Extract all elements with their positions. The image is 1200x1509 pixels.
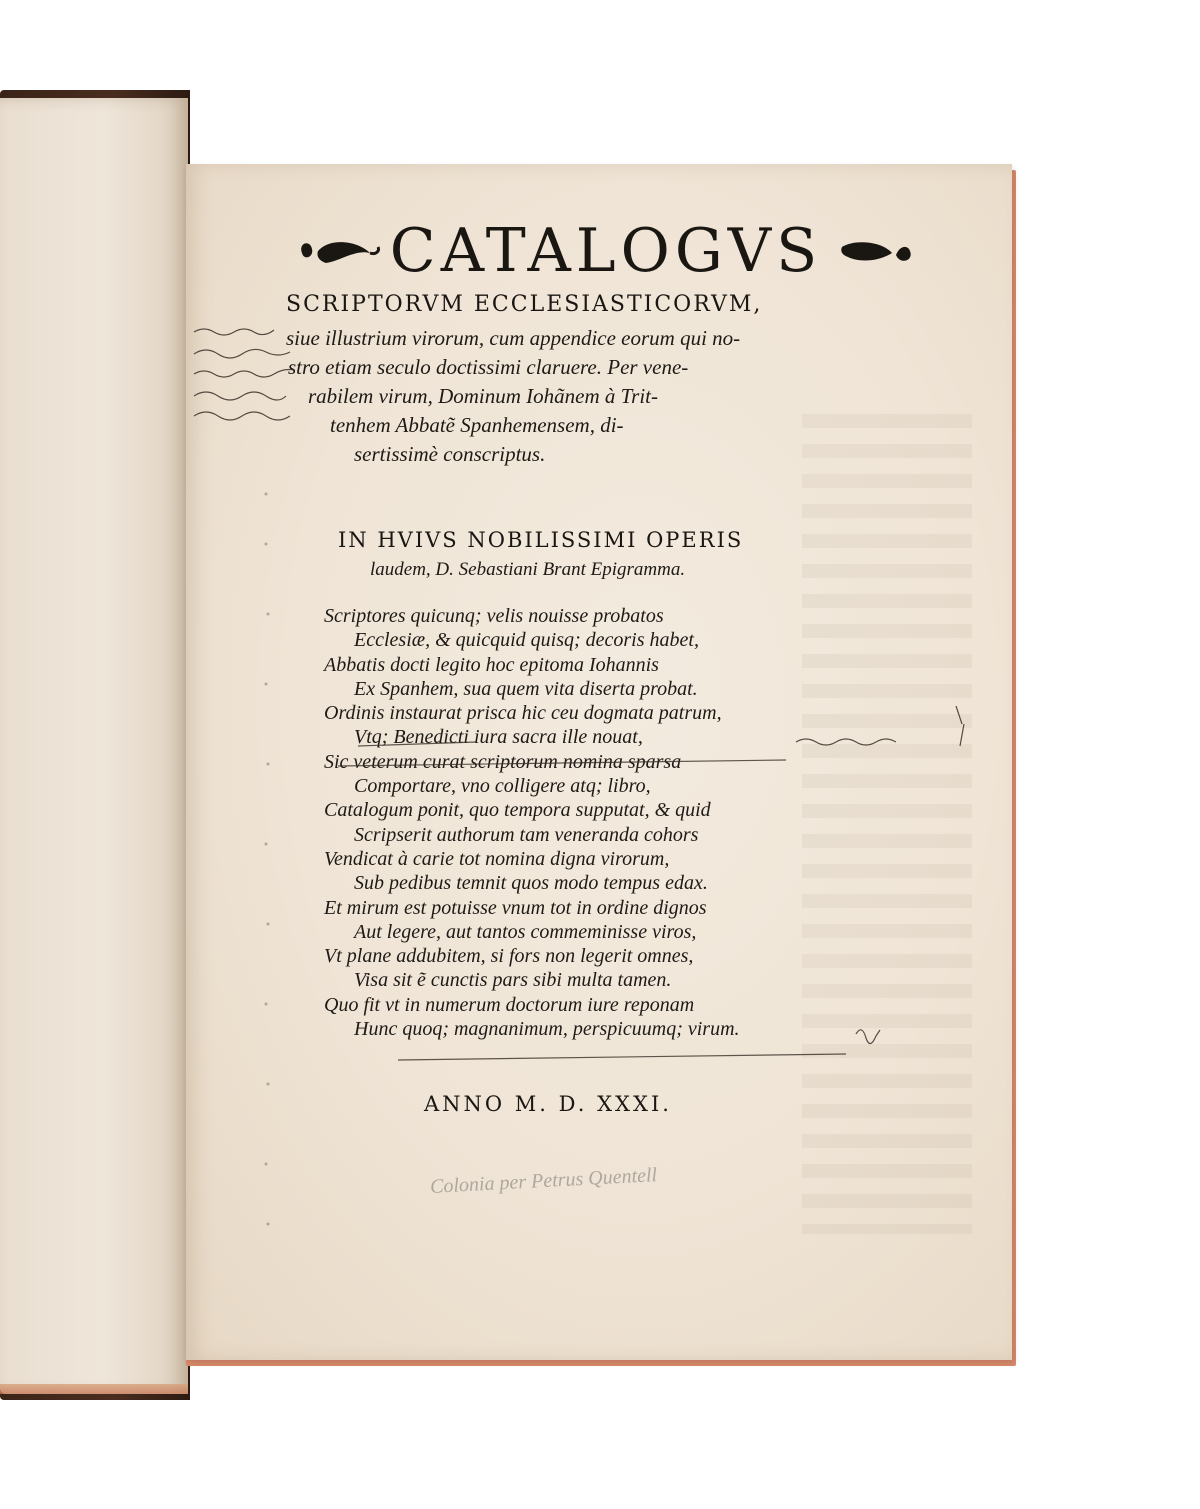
poem-line: Quo fit vt in numerum doctorum iure reponam bbox=[324, 993, 695, 1016]
poem-line: Et mirum est potuisse vnum tot in ordine dignos bbox=[324, 896, 707, 919]
poem-line: Ordinis instaurat prisca hic ceu dogmata patrum, bbox=[324, 702, 722, 725]
left-page bbox=[0, 98, 188, 1394]
poem-line: Sic veterum curat scriptorum nomina sparsa bbox=[324, 750, 682, 773]
right-fleuron-icon bbox=[830, 231, 916, 271]
book-title: CATALOGVS bbox=[389, 216, 823, 286]
poem-line: Ex Spanhem, sua quem vita diserta probat. bbox=[354, 677, 698, 700]
title-page bbox=[186, 164, 1012, 1360]
poem-line: Vtq; Benedicti iura sacra ille nouat, bbox=[354, 726, 643, 749]
description-line: tenhem Abbatẽ Spanhemensem, di- bbox=[330, 413, 624, 437]
title-row bbox=[266, 216, 946, 286]
poem-line: Abbatis docti legito hoc epitoma Iohannis bbox=[324, 653, 659, 676]
description-block bbox=[286, 324, 846, 469]
left-fleuron-icon bbox=[296, 231, 382, 271]
description-line: siue illustrium virorum, cum appendice eorum qui no- bbox=[286, 326, 741, 350]
epigram-heading: IN HVIVS NOBILISSIMI OPERIS bbox=[338, 528, 744, 552]
poem-line: Scripserit authorum tam veneranda cohors bbox=[354, 823, 699, 846]
description-line: sertissimè conscriptus. bbox=[354, 442, 546, 466]
poem-line: Vendicat à carie tot nomina digna virorum, bbox=[324, 847, 670, 870]
book-subtitle: SCRIPTORVM ECCLESIASTICORVM, bbox=[286, 292, 763, 317]
poem-line: Sub pedibus temnit quos modo tempus edax. bbox=[354, 872, 708, 895]
poem-line: Aut legere, aut tantos commeminisse viros, bbox=[354, 920, 697, 943]
epigram-poem bbox=[324, 604, 864, 1041]
poem-line: Comportare, vno colligere atq; libro, bbox=[354, 775, 651, 798]
imprint-date: ANNO M. D. XXXI. bbox=[424, 1092, 672, 1116]
poem-line: Scriptores quicunq; velis nouisse probatos bbox=[324, 605, 664, 627]
description-line: rabilem virum, Dominum Iohãnem à Trit- bbox=[308, 384, 658, 408]
poem-line: Catalogum ponit, quo tempora supputat, & quid bbox=[324, 799, 711, 822]
pencil-annotation: Colonia per Petrus Quentell bbox=[429, 1164, 658, 1198]
poem-line: Visa sit ẽ cunctis pars sibi multa tamen. bbox=[354, 969, 672, 992]
poem-line: Hunc quoq; magnanimum, perspicuumq; virum. bbox=[354, 1018, 740, 1041]
description-line: stro etiam seculo doctissimi claruere. Per vene- bbox=[288, 355, 689, 379]
poem-line: Vt plane addubitem, si fors non legerit omnes, bbox=[324, 945, 694, 968]
poem-line: Ecclesiæ, & quicquid quisq; decoris habet, bbox=[354, 629, 699, 652]
epigram-subheading: laudem, D. Sebastiani Brant Epigramma. bbox=[370, 559, 686, 580]
